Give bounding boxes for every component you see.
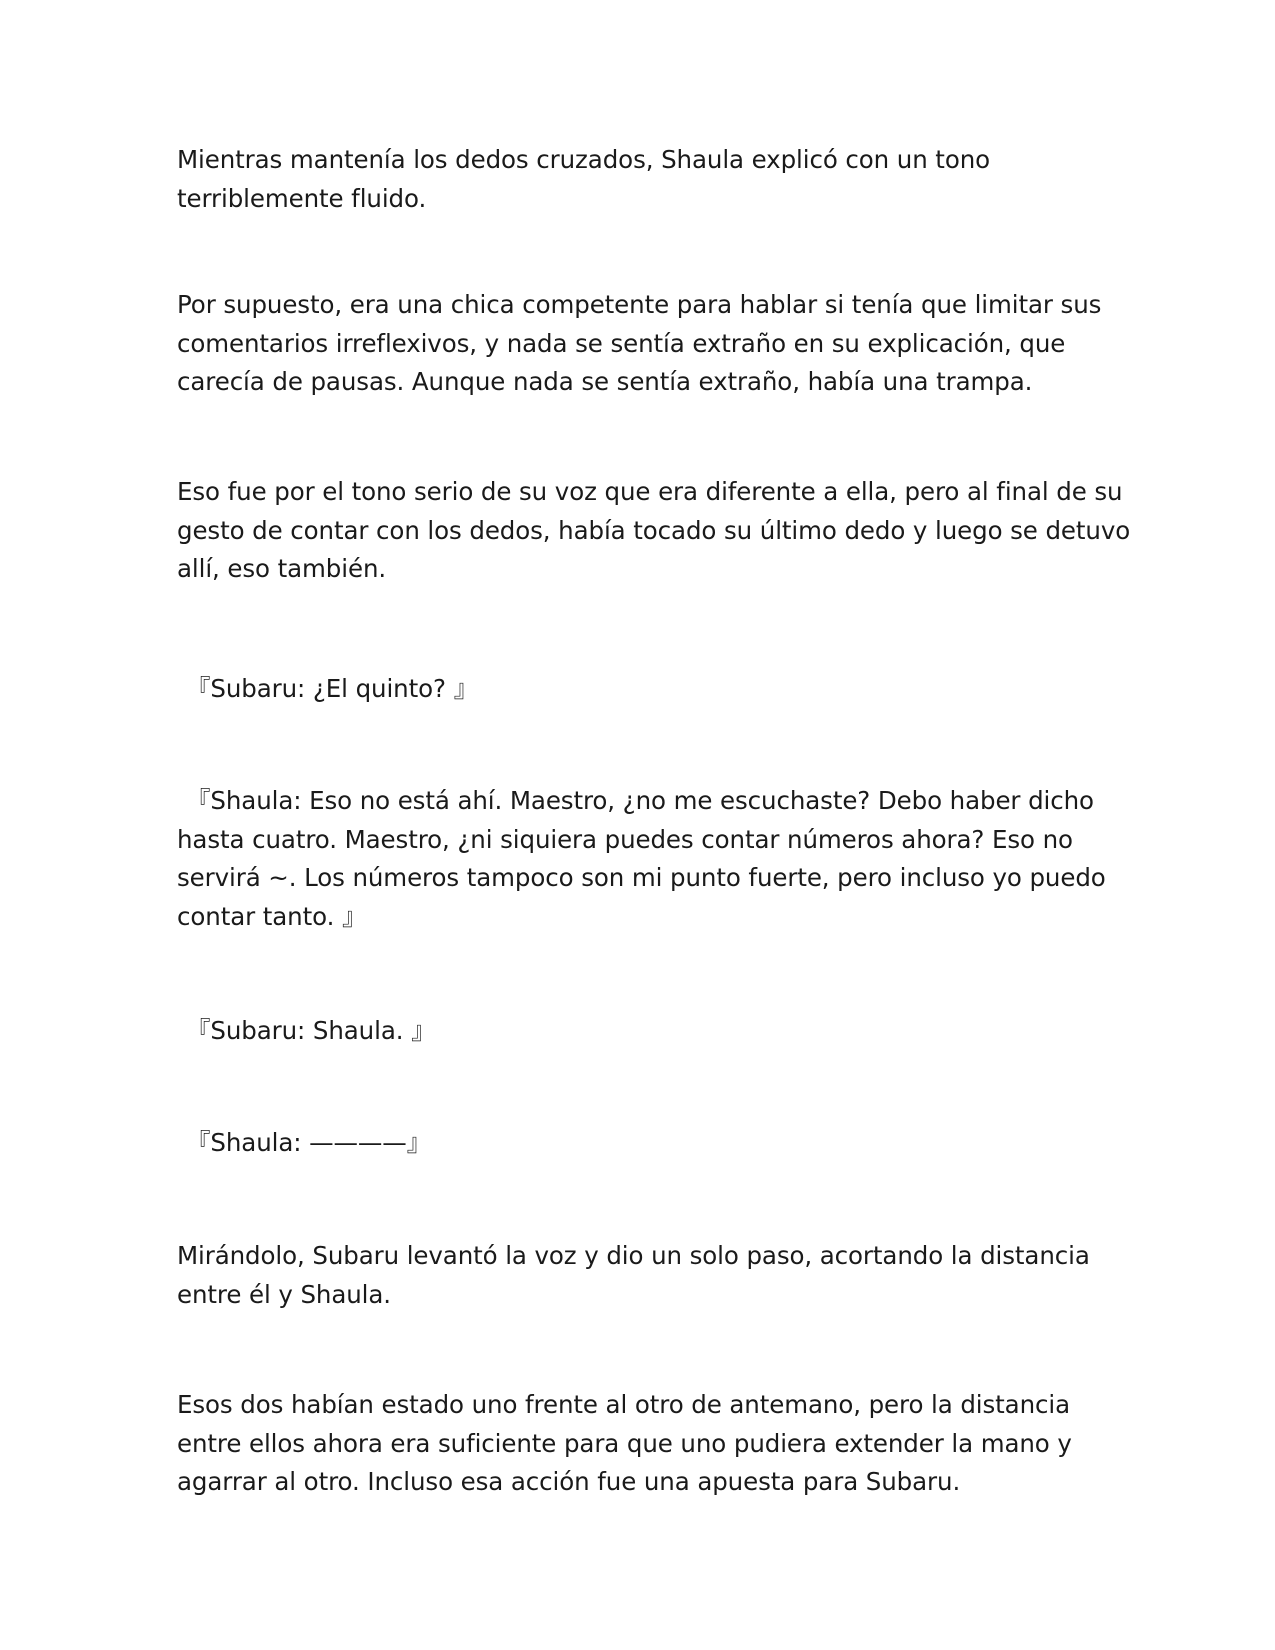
text-line: entre ellos ahora era suficiente para que uno pudiera extender la mano y (177, 1428, 1072, 1458)
text-line: Esos dos habían estado uno frente al otro de antemano, pero la distancia (177, 1390, 1070, 1419)
text-line: 『Shaula: ————』 (186, 1128, 432, 1157)
text-line: carecía de pausas. Aunque nada se sentía extraño, había una trampa. (177, 367, 1033, 397)
text-line: Mirándolo, Subaru levantó la voz y dio un solo paso, acortando la distancia (177, 1241, 1090, 1270)
text-line: 『Subaru: ¿El quinto? 』 (186, 674, 478, 703)
dialogue-subaru-1 (186, 670, 1126, 709)
text-line: Mientras mantenía los dedos cruzados, Shaula explicó con un tono (177, 145, 991, 174)
paragraph-2 (177, 286, 1117, 402)
text-line: Por supuesto, era una chica competente para hablar si tenía que limitar sus (177, 290, 1102, 319)
text-line: 『Shaula: Eso no está ahí. Maestro, ¿no me escuchaste? Debo haber dicho (186, 786, 1094, 815)
text-line: agarrar al otro. Incluso esa acción fue una apuesta para Subaru. (177, 1467, 961, 1497)
text-line: servirá ~. Los números tampoco son mi punto fuerte, pero incluso yo puedo (177, 863, 1106, 893)
dialogue-subaru-2 (186, 1012, 1126, 1051)
text-line: 『Subaru: Shaula. 』 (186, 1016, 436, 1045)
paragraph-1 (177, 141, 1117, 218)
paragraph-5 (177, 1386, 1117, 1502)
text-line: entre él y Shaula. (177, 1279, 391, 1309)
text-line: comentarios irreflexivos, y nada se sentía extraño en su explicación, que (177, 328, 1066, 358)
text-line: Eso fue por el tono serio de su voz que era diferente a ella, pero al final de su (177, 477, 1123, 506)
paragraph-4 (177, 1237, 1117, 1314)
dialogue-shaula-1 (177, 782, 1126, 937)
paragraph-3 (177, 473, 1131, 589)
dialogue-shaula-2 (186, 1124, 1126, 1163)
text-line: hasta cuatro. Maestro, ¿ni siquiera puedes contar números ahora? Eso no (177, 824, 1073, 854)
text-line: terriblemente fluido. (177, 183, 427, 213)
text-line: gesto de contar con los dedos, había tocado su último dedo y luego se detuvo (177, 515, 1131, 545)
text-line: allí, eso también. (177, 554, 387, 584)
text-line: contar tanto. 』 (177, 902, 367, 932)
